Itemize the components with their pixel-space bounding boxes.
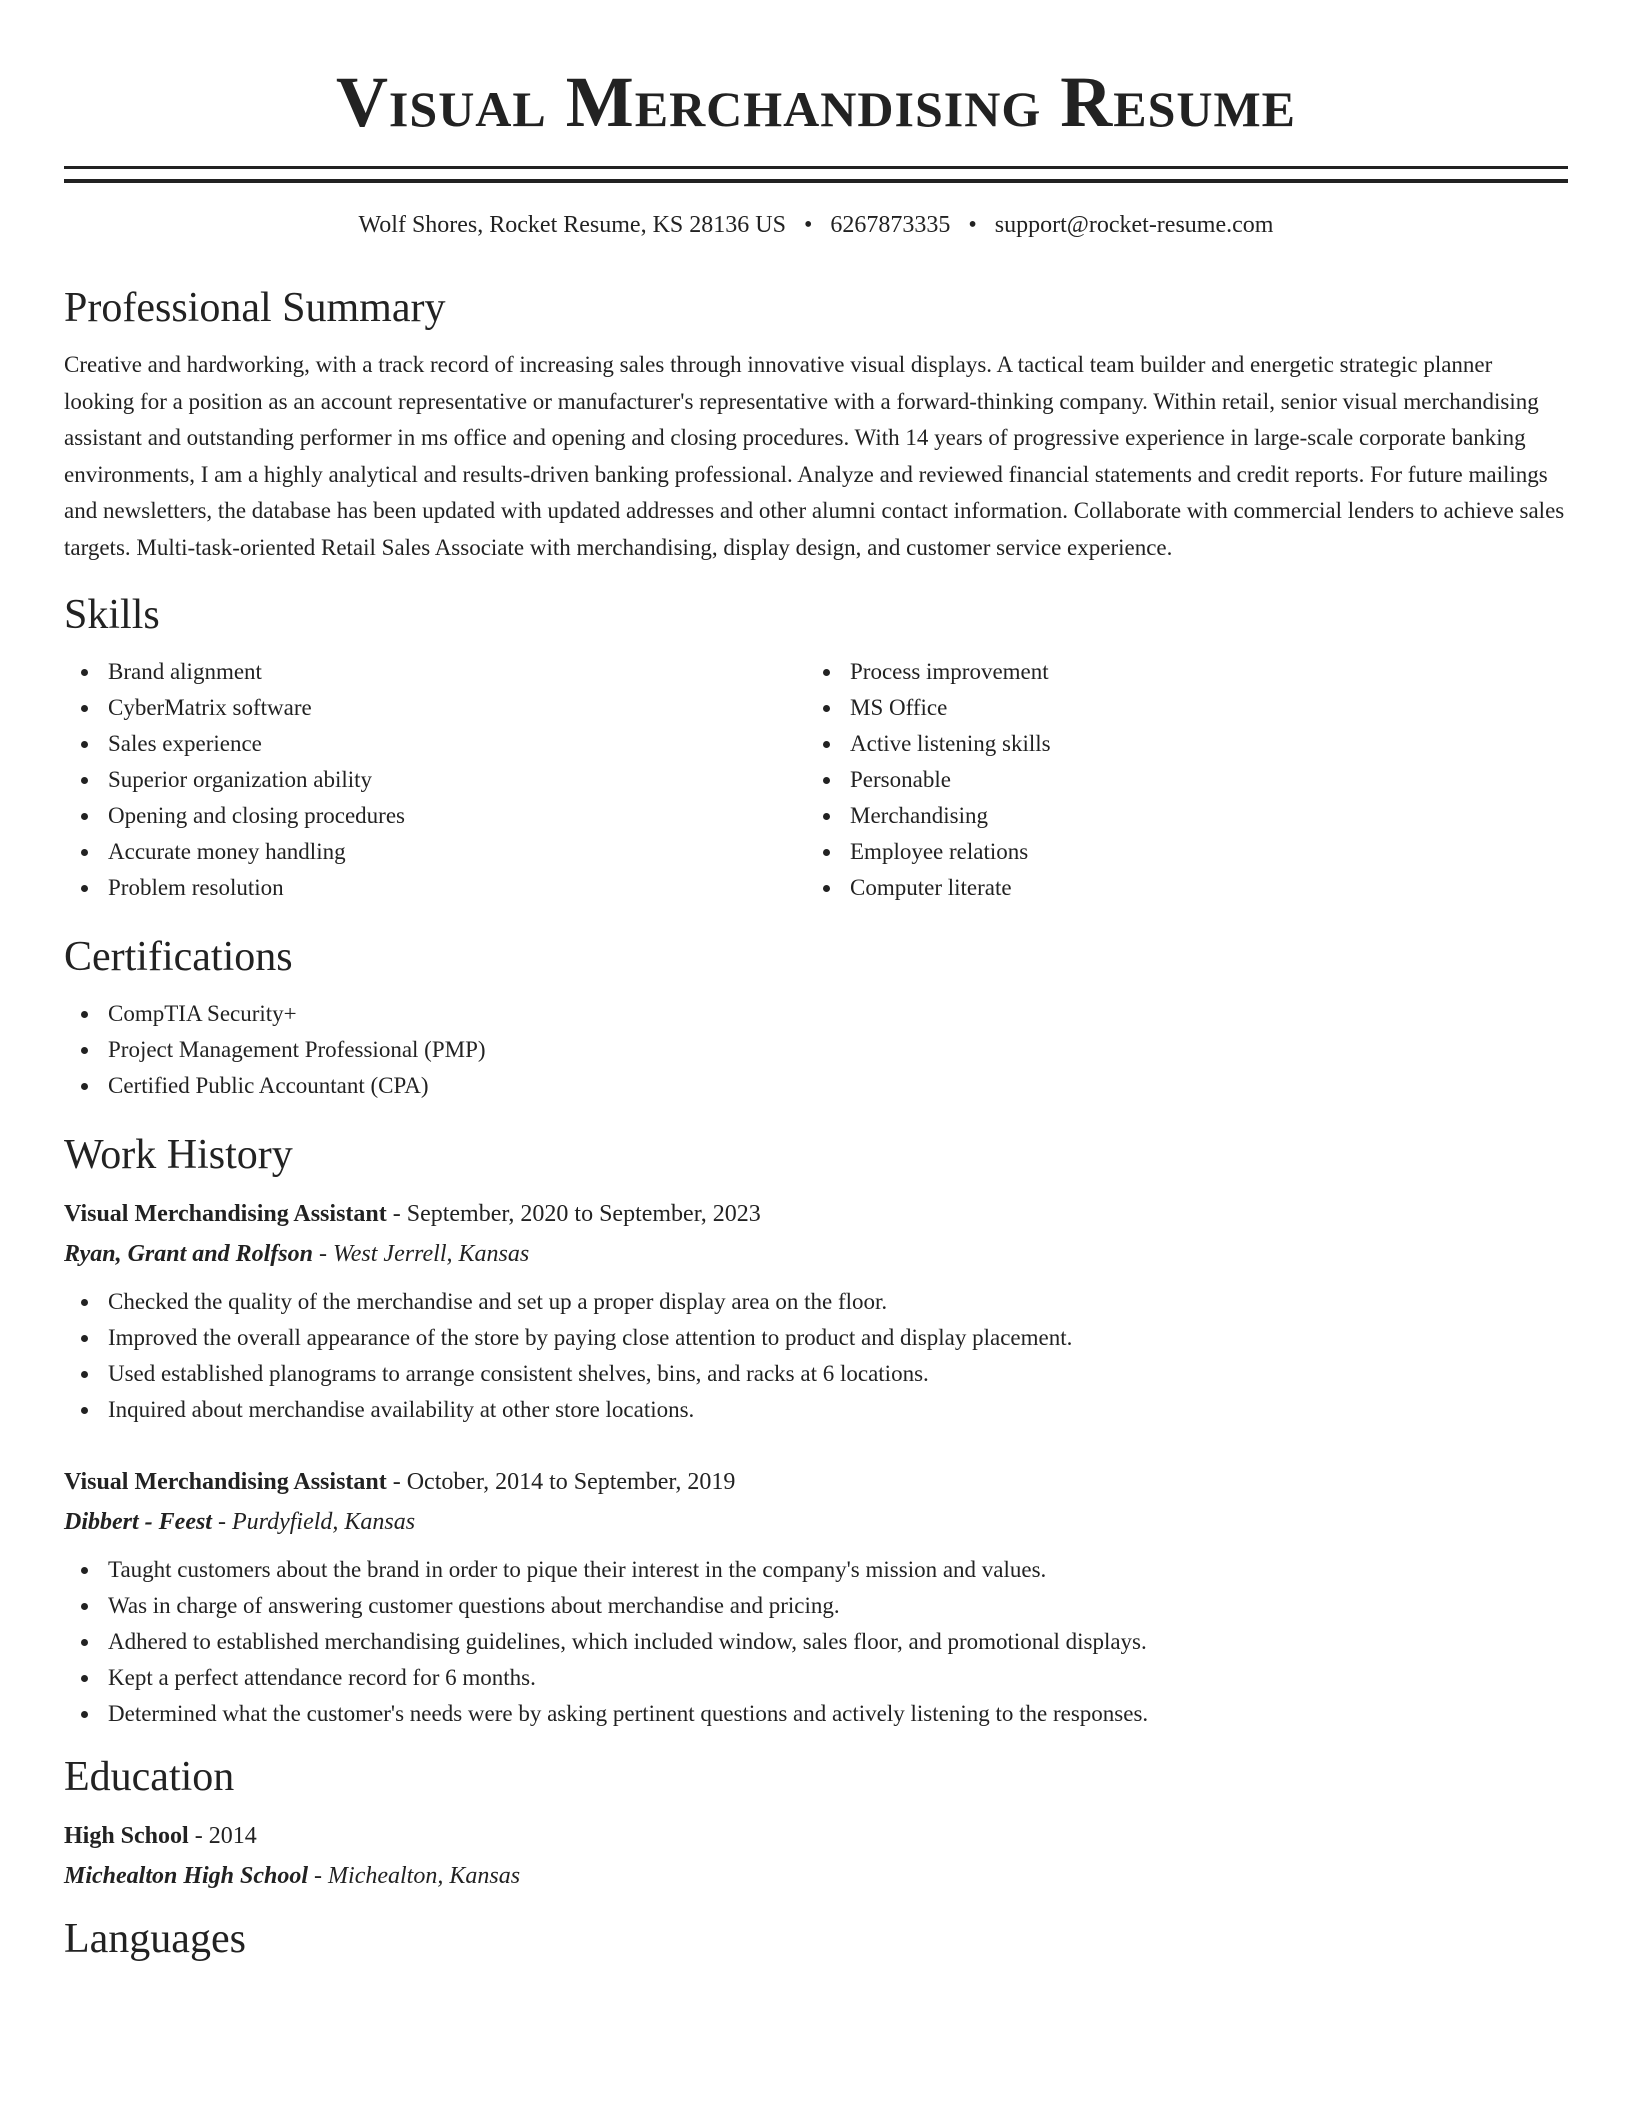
job-bullet: Improved the overall appearance of the store by paying close attention to product and display placement. <box>64 1320 1568 1356</box>
languages-heading: Languages <box>64 1916 246 1962</box>
skill-item: Process improvement <box>806 654 1548 690</box>
education-degree: High School <box>64 1823 189 1849</box>
job-company: Ryan, Grant and Rolfson <box>64 1241 313 1267</box>
skill-item: MS Office <box>806 690 1548 726</box>
summary-heading: Professional Summary <box>64 285 446 331</box>
job-bullet: Adhered to established merchandising guidelines, which included window, sales floor, and promotional displays. <box>64 1624 1568 1660</box>
skill-item: Computer literate <box>806 870 1548 906</box>
certifications-list <box>64 996 1568 1104</box>
skill-item: Accurate money handling <box>64 834 806 870</box>
skills-list-left <box>64 654 806 906</box>
skills-columns <box>64 654 1568 906</box>
skills-heading: Skills <box>64 592 160 638</box>
skill-item: Brand alignment <box>64 654 806 690</box>
resume-title: Visual Merchandising Resume <box>335 62 1297 142</box>
education-school: Michealton High School <box>64 1863 309 1889</box>
job-bullet: Inquired about merchandise availability at other store locations. <box>64 1392 1568 1428</box>
education-heading: Education <box>64 1754 235 1800</box>
skill-item: Opening and closing procedures <box>64 798 806 834</box>
certification-item: Project Management Professional (PMP) <box>64 1032 1568 1068</box>
contact-email: support@rocket-resume.com <box>994 212 1274 238</box>
resume-page <box>64 0 1568 1964</box>
job-title-line <box>64 1194 1568 1234</box>
skill-item: Personable <box>806 762 1548 798</box>
job-title-line <box>64 1462 1568 1502</box>
skills-list-right <box>806 654 1548 906</box>
skill-item: Sales experience <box>64 726 806 762</box>
job-location: - Purdyfield, Kansas <box>211 1509 416 1535</box>
job-company-line <box>64 1234 1568 1274</box>
skill-item: Superior organization ability <box>64 762 806 798</box>
certification-item: Certified Public Accountant (CPA) <box>64 1068 1568 1104</box>
job-title: Visual Merchandising Assistant <box>64 1469 387 1495</box>
job-dates: - October, 2014 to September, 2019 <box>386 1469 736 1495</box>
contact-separator: • <box>803 212 813 238</box>
job-bullet: Was in charge of answering customer questions about merchandise and pricing. <box>64 1588 1568 1624</box>
skill-item: CyberMatrix software <box>64 690 806 726</box>
job-entry <box>64 1462 1568 1732</box>
job-title: Visual Merchandising Assistant <box>64 1201 387 1227</box>
job-bullet: Determined what the customer's needs were by asking pertinent questions and actively listening to the responses. <box>64 1696 1568 1732</box>
contact-address: Wolf Shores, Rocket Resume, KS 28136 US <box>358 212 786 238</box>
education-degree-line <box>64 1816 1568 1856</box>
contact-line <box>64 209 1568 241</box>
job-company: Dibbert - Feest <box>64 1509 212 1535</box>
title-divider <box>64 166 1568 183</box>
job-bullet: Kept a perfect attendance record for 6 months. <box>64 1660 1568 1696</box>
job-bullet: Checked the quality of the merchandise and set up a proper display area on the floor. <box>64 1284 1568 1320</box>
skill-item: Problem resolution <box>64 870 806 906</box>
contact-separator: • <box>968 212 977 238</box>
certifications-heading: Certifications <box>64 934 293 980</box>
skill-item: Employee relations <box>806 834 1548 870</box>
job-company-line <box>64 1502 1568 1542</box>
education-school-line <box>64 1856 1568 1896</box>
summary-text: Creative and hardworking, with a track record of increasing sales through innovative visual displays. A tactical team builder and energetic strategic planner looking for a position as an account representative or manufacturer's representative with a forward-thinking company. Within retail, senior visual merchandising assistant and outstanding performer in ms office and opening and closing procedures. With 14 years of progressive experience in large-scale corporate banking environments, I am a highly analytical and results-driven banking professional. Analyze and reviewed financial statements and credit reports. For future mailings and newsletters, the database has been updated with updated addresses and other alumni contact information. Collaborate with commercial lenders to achieve sales targets. Multi-task-oriented Retail Sales Associate with merchandising, display design, and customer service experience. <box>64 352 1565 560</box>
education-year: - 2014 <box>188 1823 257 1849</box>
job-bullet: Taught customers about the brand in order to pique their interest in the company's mission and values. <box>64 1552 1568 1588</box>
job-entry <box>64 1194 1568 1428</box>
education-location: - Michealton, Kansas <box>308 1863 521 1889</box>
job-bullets <box>64 1552 1568 1732</box>
job-bullets <box>64 1284 1568 1428</box>
skill-item: Merchandising <box>806 798 1548 834</box>
contact-phone: 6267873335 <box>830 212 951 238</box>
job-location: - West Jerrell, Kansas <box>312 1241 530 1267</box>
job-dates: - September, 2020 to September, 2023 <box>386 1201 761 1227</box>
work-history-heading: Work History <box>64 1132 293 1178</box>
skill-item: Active listening skills <box>806 726 1548 762</box>
certification-item: CompTIA Security+ <box>64 996 1568 1032</box>
job-bullet: Used established planograms to arrange consistent shelves, bins, and racks at 6 locations. <box>64 1356 1568 1392</box>
